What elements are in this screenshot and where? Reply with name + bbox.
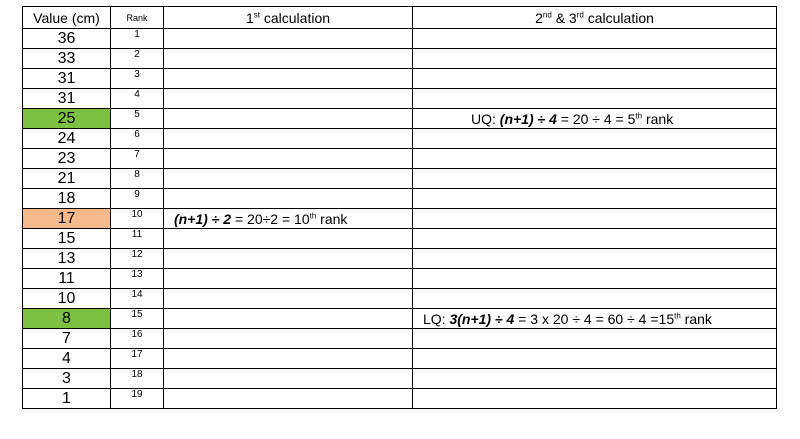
- value-cell: 4: [23, 349, 111, 369]
- second-third-calculation-cell: [413, 349, 777, 369]
- first-calculation-cell: [164, 229, 413, 249]
- first-calculation-cell: [164, 269, 413, 289]
- rank-cell: 3: [111, 69, 164, 89]
- rank-cell: 12: [111, 249, 164, 269]
- table-row: [23, 109, 777, 129]
- value-cell: 17: [23, 209, 111, 229]
- value-cell: 11: [23, 269, 111, 289]
- header-rank: Rank: [111, 7, 164, 29]
- table-row: [23, 309, 777, 329]
- rank-cell: 4: [111, 89, 164, 109]
- median-working: = 20÷2 = 10: [231, 210, 310, 227]
- rank-cell: 14: [111, 289, 164, 309]
- lq-label: LQ:: [423, 310, 450, 327]
- rank-cell: 11: [111, 229, 164, 249]
- median-rank-word: rank: [316, 210, 348, 227]
- rank-cell: 2: [111, 49, 164, 69]
- table-row: [23, 229, 777, 249]
- median-calculation: [164, 209, 413, 229]
- table-row: [23, 269, 777, 289]
- lq-rank-word: rank: [680, 310, 712, 327]
- table-row: [23, 29, 777, 49]
- value-cell: 3: [23, 369, 111, 389]
- value-cell: 10: [23, 289, 111, 309]
- first-calculation-cell: [164, 349, 413, 369]
- lq-suffix: th: [674, 310, 681, 320]
- second-third-calculation-cell: [413, 249, 777, 269]
- value-cell: 36: [23, 29, 111, 49]
- first-calculation-cell: [164, 49, 413, 69]
- rank-cell: 5: [111, 109, 164, 129]
- table-row: [23, 289, 777, 309]
- upper-quartile-calculation: [413, 109, 777, 129]
- value-cell: 18: [23, 189, 111, 209]
- table-row: [23, 349, 777, 369]
- uq-working: = 20 ÷ 4 = 5: [556, 110, 636, 127]
- rank-cell: 1: [111, 29, 164, 49]
- first-calculation-cell: [164, 249, 413, 269]
- value-cell: 31: [23, 89, 111, 109]
- value-cell: 8: [23, 309, 111, 329]
- second-third-calculation-cell: [413, 69, 777, 89]
- rank-cell: 17: [111, 349, 164, 369]
- uq-label: UQ:: [471, 110, 500, 127]
- first-calculation-cell: [164, 109, 413, 129]
- median-suffix: th: [309, 210, 317, 220]
- rank-cell: 15: [111, 309, 164, 329]
- rank-cell: 16: [111, 329, 164, 349]
- value-cell: 15: [23, 229, 111, 249]
- rank-cell: 10: [111, 209, 164, 229]
- uq-suffix: th: [635, 110, 643, 120]
- value-cell: 7: [23, 329, 111, 349]
- value-cell: 33: [23, 49, 111, 69]
- value-cell: 13: [23, 249, 111, 269]
- rank-cell: 7: [111, 149, 164, 169]
- second-third-calculation-cell: [413, 29, 777, 49]
- header-value: Value (cm): [23, 7, 111, 29]
- rank-cell: 6: [111, 129, 164, 149]
- rank-cell: 18: [111, 369, 164, 389]
- table-row: [23, 149, 777, 169]
- table-row: [23, 369, 777, 389]
- table-row: [23, 389, 777, 409]
- lq-formula: 3(n+1) ÷ 4: [449, 310, 515, 327]
- table-row: [23, 209, 777, 229]
- second-third-calculation-cell: [413, 389, 777, 409]
- table-row: [23, 329, 777, 349]
- value-cell: 24: [23, 129, 111, 149]
- table-row: [23, 69, 777, 89]
- second-third-calculation-cell: [413, 129, 777, 149]
- first-calculation-cell: [164, 29, 413, 49]
- first-calculation-cell: [164, 149, 413, 169]
- second-third-calculation-cell: [413, 329, 777, 349]
- first-calculation-cell: [164, 309, 413, 329]
- first-calculation-cell: [164, 69, 413, 89]
- second-third-calculation-cell: [413, 269, 777, 289]
- first-calculation-cell: [164, 369, 413, 389]
- uq-rank-word: rank: [642, 110, 674, 127]
- uq-formula: (n+1) ÷ 4: [499, 110, 557, 127]
- header-first-calculation: 1st calculation: [164, 7, 413, 29]
- lq-working: = 3 x 20 ÷ 4 = 60 ÷ 4 =15: [514, 310, 675, 327]
- rank-cell: 9: [111, 189, 164, 209]
- second-third-calculation-cell: [413, 89, 777, 109]
- value-cell: 21: [23, 169, 111, 189]
- table-row: [23, 189, 777, 209]
- second-third-calculation-cell: [413, 209, 777, 229]
- first-calculation-cell: [164, 389, 413, 409]
- first-calculation-cell: [164, 89, 413, 109]
- second-third-calculation-cell: [413, 189, 777, 209]
- first-calculation-cell: [164, 129, 413, 149]
- second-third-calculation-cell: [413, 149, 777, 169]
- header-row: [23, 7, 777, 29]
- rank-cell: 8: [111, 169, 164, 189]
- first-calculation-cell: [164, 169, 413, 189]
- value-cell: 31: [23, 69, 111, 89]
- second-third-calculation-cell: [413, 169, 777, 189]
- value-cell: 25: [23, 109, 111, 129]
- value-cell: 23: [23, 149, 111, 169]
- rank-cell: 13: [111, 269, 164, 289]
- table-row: [23, 129, 777, 149]
- median-formula: (n+1) ÷ 2: [174, 210, 232, 227]
- second-third-calculation-cell: [413, 369, 777, 389]
- first-calculation-cell: [164, 289, 413, 309]
- header-second-third-calculation: 2nd & 3rd calculation: [413, 7, 777, 29]
- table-row: [23, 89, 777, 109]
- first-calculation-cell: [164, 329, 413, 349]
- rank-cell: 19: [111, 389, 164, 409]
- table-row: [23, 49, 777, 69]
- table-row: [23, 169, 777, 189]
- second-third-calculation-cell: [413, 289, 777, 309]
- lower-quartile-calculation: [413, 309, 777, 329]
- value-cell: 1: [23, 389, 111, 409]
- table-row: [23, 249, 777, 269]
- first-calculation-cell: [164, 189, 413, 209]
- second-third-calculation-cell: [413, 49, 777, 69]
- quartile-table: [22, 6, 777, 409]
- second-third-calculation-cell: [413, 229, 777, 249]
